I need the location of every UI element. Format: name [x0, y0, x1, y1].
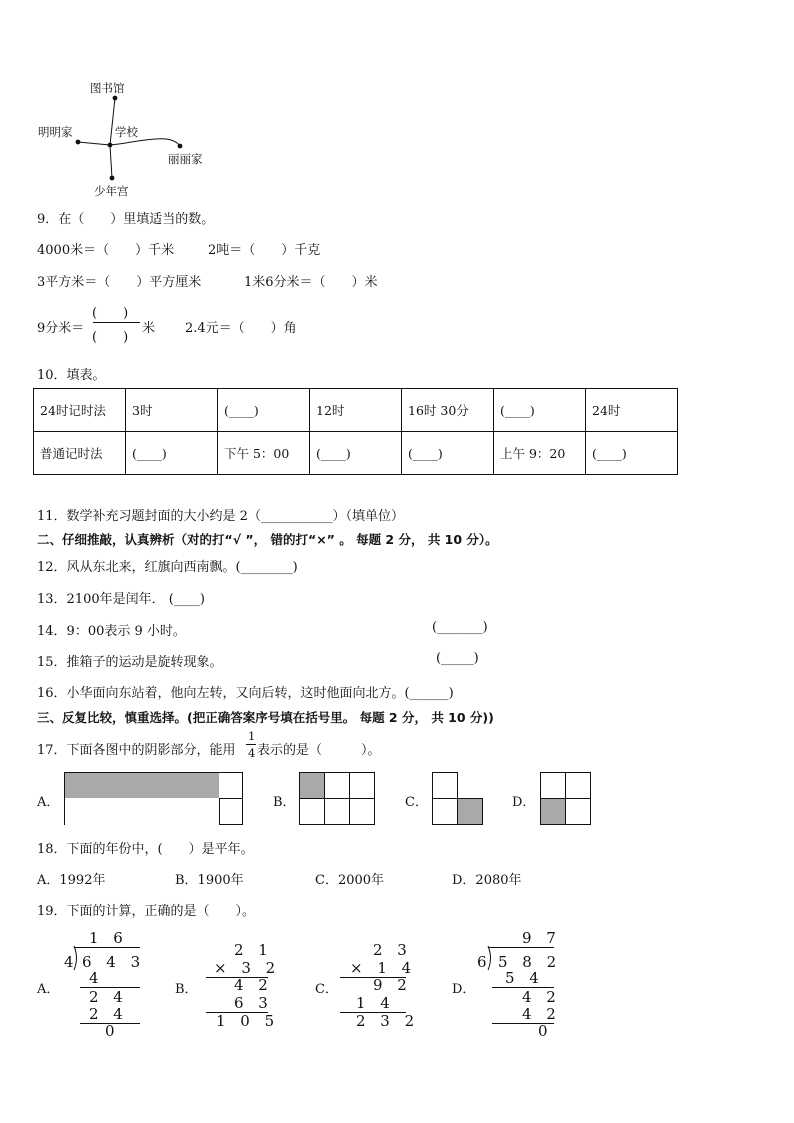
q19-option-d-label: D．	[452, 982, 476, 997]
q19-b-line2: × 3 2	[214, 959, 281, 977]
q19-c-line2: × 1 4	[350, 959, 417, 977]
grid-cell	[349, 798, 375, 825]
q17-prefix: 17．下面各图中的阴影部分，能用	[37, 743, 236, 758]
q9-fraction-denominator: ( )	[92, 330, 129, 345]
table-row	[34, 432, 678, 475]
q19-d-quotient: 9 7	[522, 929, 561, 947]
table-cell: 3时	[126, 389, 218, 432]
q9-line3b: 2.4元＝（ ）角	[185, 321, 297, 336]
q19-b-line1: 2 1	[234, 941, 273, 959]
table-cell: 下午 5：00	[218, 432, 310, 475]
q19-a-step2: 2 4	[89, 988, 128, 1006]
q9-line1a: 4000米＝（ ）千米	[37, 243, 175, 258]
map-lili-home-label: 丽丽家	[168, 152, 203, 166]
section-3-heading: 三、反复比较，慎重选择。(把正确答案序号填在括号里。 每题 2 分， 共 10 分))	[37, 710, 494, 725]
q12: 12．风从东北来，红旗向西南飘。(________)	[37, 560, 298, 575]
unshaded-region	[65, 798, 220, 825]
table-cell: (____)	[218, 389, 310, 432]
q19-option-a-label: A．	[37, 982, 60, 997]
grid-cell	[324, 772, 350, 799]
q11: 11．数学补充习题封面的大小约是 2（___________）（填单位）	[37, 509, 404, 524]
table-cell: (____)	[494, 389, 586, 432]
q17-figure-b	[299, 772, 375, 825]
q18-choice-a: A．1992年	[37, 873, 106, 888]
q19-b-line4: 6 3	[234, 994, 273, 1012]
q19-option-c-label: C．	[315, 982, 338, 997]
q19-d-divisor: 6	[477, 953, 492, 971]
q19-title: 19．下面的计算，正确的是（ ）。	[37, 904, 256, 919]
table-cell: 24时	[586, 389, 678, 432]
shaded-region	[299, 772, 325, 799]
q9-line2b: 1米6分米＝（ ）米	[244, 275, 378, 290]
q19-d-step3: 4 2	[522, 1005, 561, 1023]
q19-a-step1: 4	[89, 969, 104, 987]
map-library-label: 图书馆	[90, 81, 125, 95]
q9-line3a-suffix: 米	[142, 321, 156, 336]
grid-cell	[349, 772, 375, 799]
table-cell: (____)	[586, 432, 678, 475]
q19-a-remainder: 0	[105, 1022, 120, 1040]
q19-b-line3: 4 2	[234, 976, 273, 994]
q17-option-b-label: B．	[273, 795, 296, 810]
q13: 13．2100年是闰年． (____)	[37, 592, 205, 607]
table-cell: (____)	[126, 432, 218, 475]
q18-choice-d: D．2080年	[452, 873, 522, 888]
q16: 16．小华面向东站着，他向左转，又向后转，这时他面向北方。(______)	[37, 686, 454, 701]
time-table	[33, 388, 678, 475]
q19-a-step3: 2 4	[89, 1005, 128, 1023]
q9-fraction-bar	[93, 322, 140, 323]
q17-fraction-bar	[246, 744, 256, 745]
q18-choice-c: C．2000年	[315, 873, 385, 888]
table-cell: 16时 30分	[402, 389, 494, 432]
q14-blank: (_______)	[432, 620, 488, 635]
q19-a-divisor: 4	[64, 953, 79, 971]
grid-cell	[324, 798, 350, 825]
q19-c-line4: 1 4	[356, 994, 395, 1012]
grid-cell	[565, 772, 591, 799]
q19-a-division-bar	[74, 947, 140, 948]
q17-option-d-label: D．	[512, 795, 536, 810]
q17-suffix: 表示的是（ ）。	[257, 743, 381, 758]
grid-cell	[540, 772, 566, 799]
q19-d-step1: 5 4	[505, 969, 544, 987]
q19-c-line3: 9 2	[373, 976, 412, 994]
unshaded-region	[219, 773, 242, 799]
grid-cell	[432, 772, 458, 799]
q17-figure-d	[540, 772, 592, 825]
q10-title: 10．填表。	[37, 368, 106, 383]
grid-cell	[432, 798, 458, 825]
section-2-heading: 二、仔细推敲，认真辨析（对的打“√ ”， 错的打“×” 。 每题 2 分， 共 10 分）。	[37, 532, 498, 547]
q19-option-b-label: B．	[175, 982, 198, 997]
q18-title: 18．下面的年份中，( ）是平年。	[37, 842, 254, 857]
q19-c-line5: 2 3 2	[356, 1012, 420, 1030]
map-school-label: 学校	[115, 125, 138, 139]
table-cell: (____)	[402, 432, 494, 475]
q19-a-division-bracket	[72, 945, 80, 971]
shaded-region	[457, 798, 483, 825]
q19-d-step2: 4 2	[522, 988, 561, 1006]
table-cell: (____)	[310, 432, 402, 475]
grid-cell	[299, 798, 325, 825]
q17-fraction-denominator: 4	[248, 746, 256, 760]
shaded-region	[65, 773, 220, 799]
table-cell: 24时记时法	[34, 389, 126, 432]
q9-title: 9．在（ ）里填适当的数。	[37, 212, 215, 227]
q19-c-line1: 2 3	[373, 941, 412, 959]
shaded-region	[540, 798, 566, 825]
grid-cell	[565, 798, 591, 825]
q19-a-quotient: 1 6	[89, 929, 128, 947]
q15: 15．推箱子的运动是旋转现象。	[37, 655, 223, 670]
map-mingming-home-label: 明明家	[38, 125, 73, 139]
q18-choice-b: B．1900年	[175, 873, 244, 888]
q17-option-c-label: C．	[405, 795, 428, 810]
q19-d-division-bar	[488, 947, 554, 948]
q17-fraction-numerator: 1	[248, 729, 256, 743]
table-cell: 普通记时法	[34, 432, 126, 475]
q17-figure-c	[432, 772, 484, 825]
table-cell: 上午 9：20	[494, 432, 586, 475]
q15-blank: (_____)	[436, 651, 479, 666]
q9-fraction-numerator: ( )	[92, 306, 129, 321]
q9-line1b: 2吨＝（ ）千克	[208, 243, 321, 258]
q9-line2a: 3平方米＝（ ）平方厘米	[37, 275, 202, 290]
q9-line3a-prefix: 9分米＝	[37, 321, 85, 336]
map-youth-palace-label: 少年宫	[94, 184, 129, 198]
q19-a-dividend: 6 4 3	[82, 953, 146, 971]
q19-d-division-bracket	[486, 945, 494, 971]
q17-figure-a	[64, 772, 243, 825]
q19-b-line5: 1 0 5	[216, 1012, 280, 1030]
q19-d-dividend: 5 8 2	[498, 953, 562, 971]
q17-option-a-label: A．	[37, 795, 60, 810]
q19-d-remainder: 0	[538, 1022, 553, 1040]
q14: 14．9：00表示 9 小时。	[37, 624, 186, 639]
table-cell: 12时	[310, 389, 402, 432]
table-row	[34, 389, 678, 432]
